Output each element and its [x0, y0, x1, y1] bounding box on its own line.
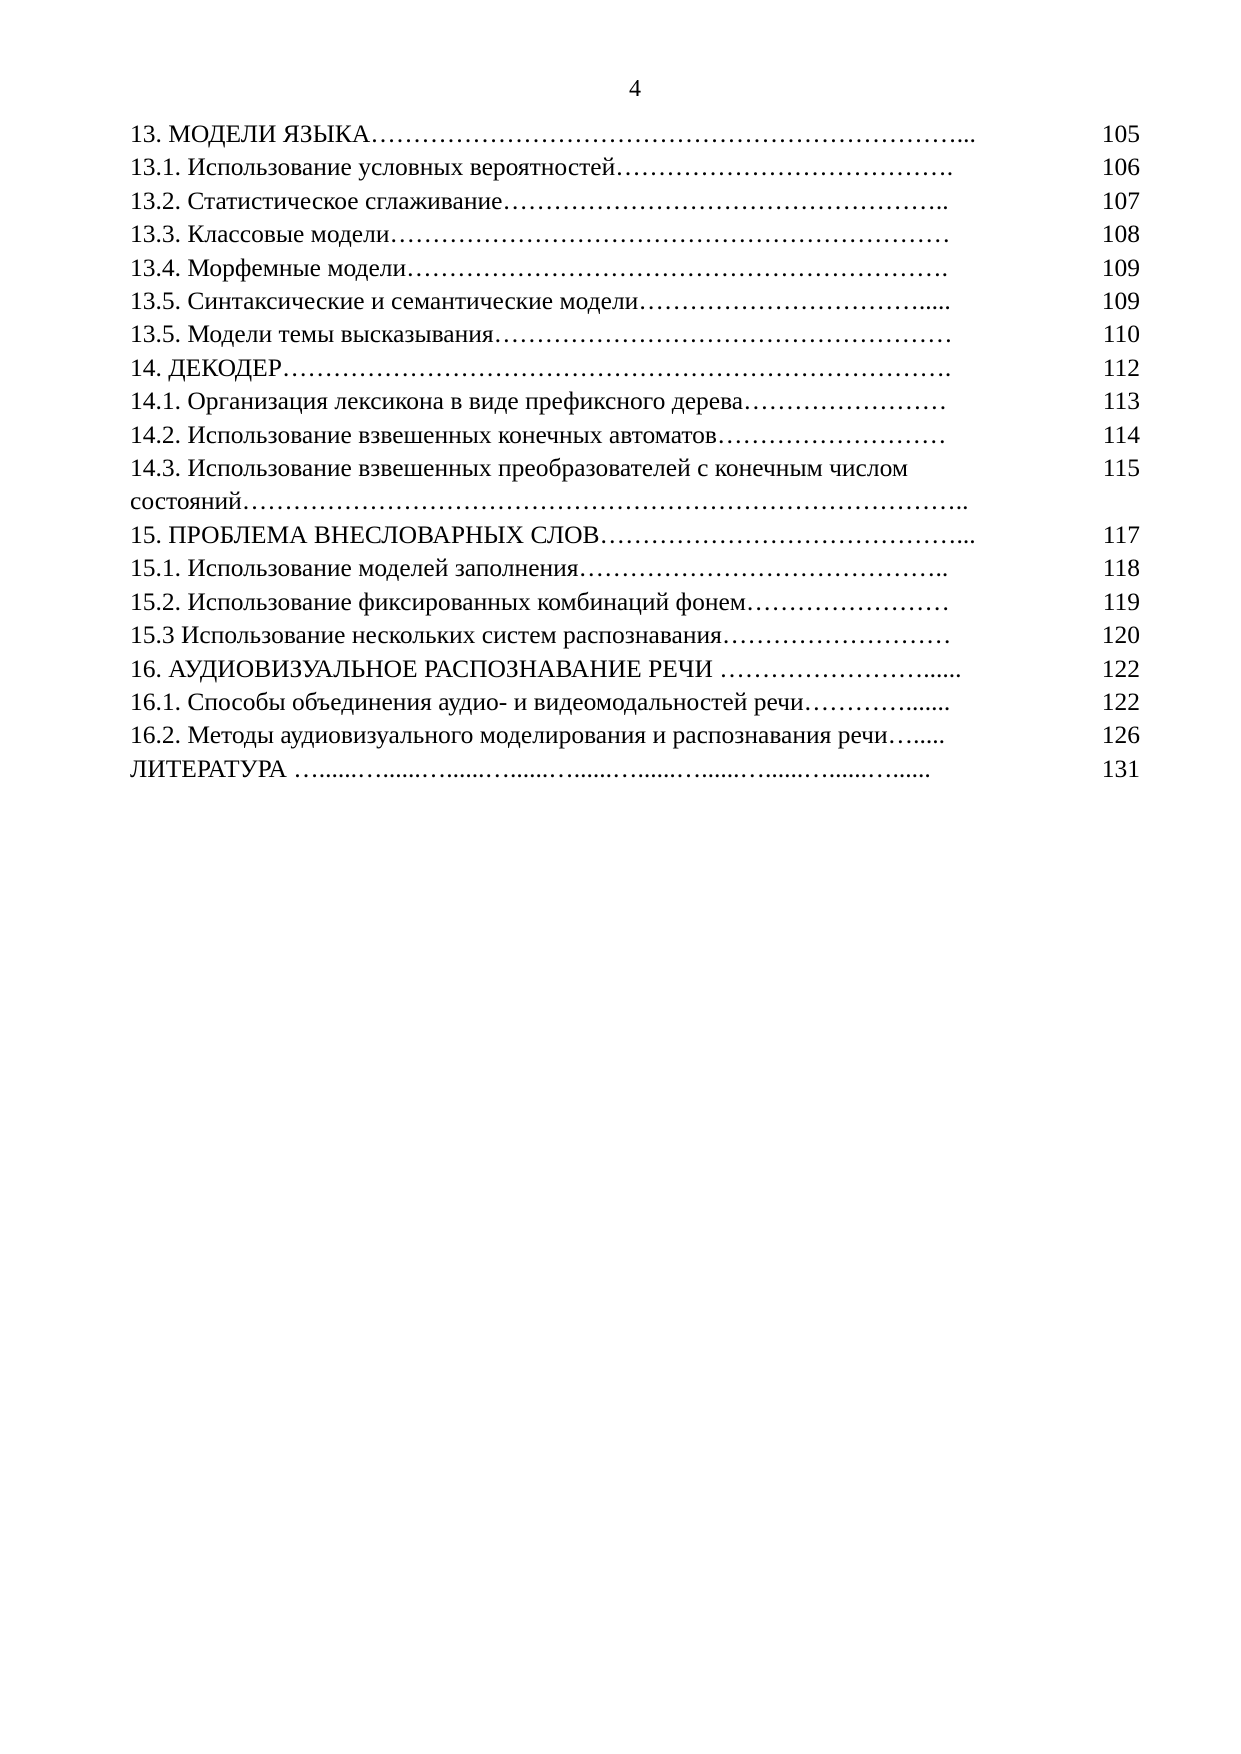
toc-entry-page: 110	[1102, 319, 1140, 349]
toc-entry-title: ЛИТЕРАТУРА …......…......…......…......…......…......…......…......…......…......	[130, 753, 931, 783]
toc-entry	[130, 384, 1140, 417]
toc-entry-page: 131	[1101, 753, 1140, 783]
toc-entry	[130, 718, 1140, 751]
toc-entry-title: 14.2. Использование взвешенных конечных автоматов………………………	[130, 419, 947, 449]
toc-entry	[130, 652, 1140, 685]
toc-entry-page: 118	[1102, 553, 1140, 583]
toc-entry-page: 105	[1101, 119, 1140, 148]
toc-entry	[130, 217, 1140, 250]
toc-entry-title: 16. АУДИОВИЗУАЛЬНОЕ РАСПОЗНАВАНИЕ РЕЧИ ……………………......	[130, 653, 962, 683]
page-number: 4	[629, 76, 641, 102]
toc-entry	[130, 351, 1140, 384]
table-of-contents	[130, 117, 1140, 785]
toc-entry	[130, 150, 1140, 183]
toc-entry	[130, 117, 1140, 150]
toc-entry-page: 119	[1102, 586, 1140, 616]
toc-entry	[130, 184, 1140, 217]
toc-entry-title: 13.4. Морфемные модели……………………………………………………….	[130, 252, 949, 282]
toc-entry-page: 106	[1101, 152, 1140, 182]
toc-entry-title: 16.1. Способы объединения аудио- и видеомодальностей речи………….......	[130, 686, 951, 716]
toc-entry-page: 112	[1102, 352, 1140, 382]
toc-entry-title: 13. МОДЕЛИ ЯЗЫКА……………………………………………………………...	[130, 119, 976, 148]
toc-entry-page: 113	[1102, 386, 1140, 416]
toc-entry-page: 108	[1101, 219, 1140, 249]
toc-entry-page: 117	[1102, 519, 1140, 549]
toc-entry	[130, 518, 1140, 551]
toc-entry-page: 109	[1101, 286, 1140, 316]
toc-entry-title: 14.3. Использование взвешенных преобразователей с конечным числом состояний…………………………………………………………………………..	[130, 453, 969, 516]
toc-entry-page: 109	[1101, 252, 1140, 282]
toc-entry-title: 15.1. Использование моделей заполнения……………………………………..	[130, 553, 949, 583]
toc-entry-page: 126	[1101, 720, 1140, 750]
toc-entry-title: 13.5. Синтаксические и семантические модели…………………………….....	[130, 286, 951, 316]
toc-entry-title: 13.5. Модели темы высказывания………………………………………………	[130, 319, 953, 349]
toc-entry-title: 15. ПРОБЛЕМА ВНЕСЛОВАРНЫХ СЛОВ……………………………………...	[130, 519, 976, 549]
toc-entry-title: 15.3 Использование нескольких систем распознавания………………………	[130, 620, 952, 650]
toc-entry	[130, 551, 1140, 584]
toc-entry-title: 14.1. Организация лексикона в виде префиксного дерева……………………	[130, 386, 948, 416]
toc-entry	[130, 317, 1140, 350]
toc-entry-page: 114	[1102, 419, 1140, 449]
toc-entry	[130, 585, 1140, 618]
toc-entry-page: 115	[1102, 453, 1140, 483]
toc-entry	[130, 251, 1140, 284]
toc-entry	[130, 418, 1140, 451]
toc-entry	[130, 451, 1140, 518]
toc-entry-page: 122	[1101, 686, 1140, 716]
toc-entry	[130, 752, 1140, 785]
toc-entry-title: 14. ДЕКОДЕР…………………………………………………………………….	[130, 352, 952, 382]
toc-entry-title: 15.2. Использование фиксированных комбинаций фонем……………………	[130, 586, 950, 616]
toc-entry-page: 107	[1101, 185, 1140, 215]
toc-entry-title: 13.3. Классовые модели…………………………………………………………	[130, 219, 951, 249]
toc-entry	[130, 618, 1140, 651]
toc-entry	[130, 284, 1140, 317]
toc-entry-title: 13.1. Использование условных вероятностей………………………………….	[130, 152, 954, 182]
toc-entry-title: 16.2. Методы аудиовизуального моделирования и распознавания речи….....	[130, 720, 946, 750]
toc-entry-title: 13.2. Статистическое сглаживание……………………………………………..	[130, 185, 949, 215]
toc-entry	[130, 685, 1140, 718]
toc-entry-page: 122	[1101, 653, 1140, 683]
toc-entry-page: 120	[1101, 620, 1140, 650]
